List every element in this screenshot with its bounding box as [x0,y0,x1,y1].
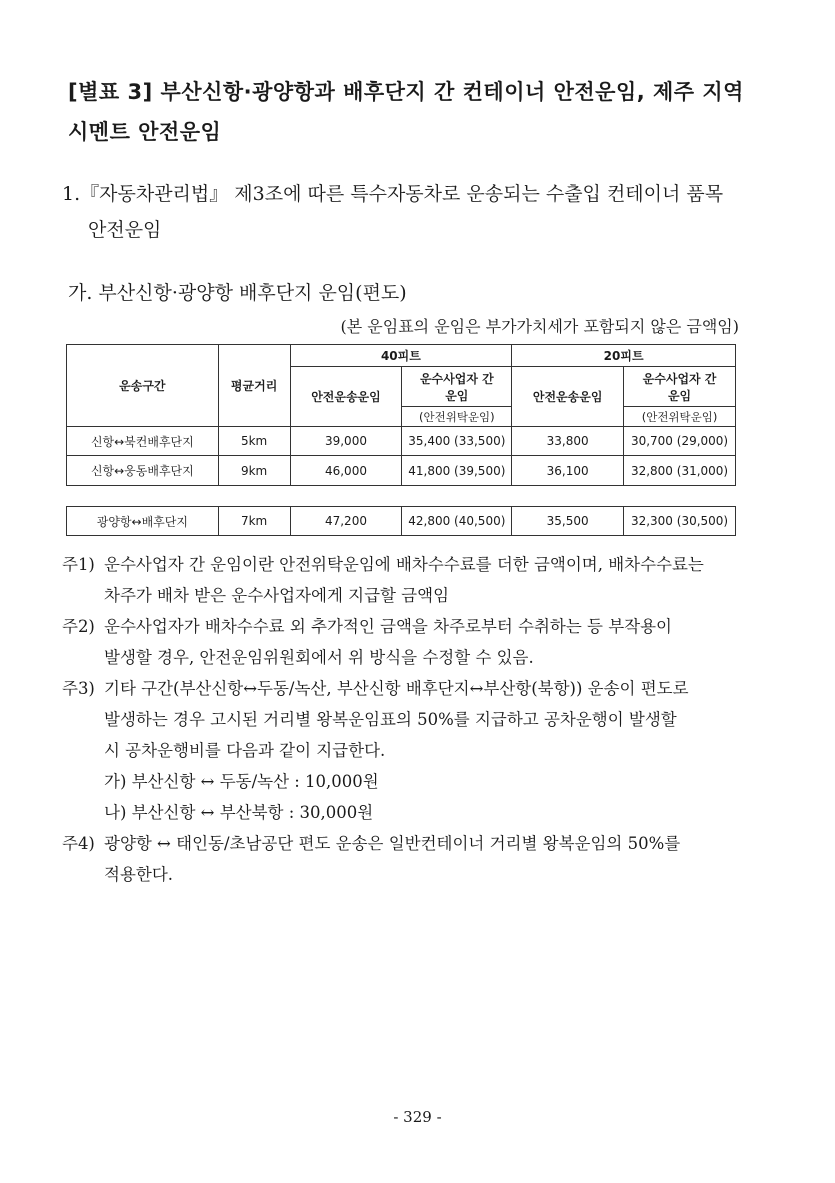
cell-20ft-safe: 36,100 [512,456,624,486]
cell-40ft-safe: 46,000 [290,456,402,486]
note-1 [62,549,752,611]
note-line: 광양항 ↔ 태인동/초남공단 편도 운송은 일반컨테이너 거리별 왕복운임의 50%를 [104,834,681,853]
table-row [67,456,736,486]
cell-40ft-safe: 39,000 [290,427,402,456]
cell-40ft-safe: 47,200 [290,507,402,536]
rate-table [66,344,736,486]
cell-20ft-inter: 30,700 (29,000) [624,427,736,456]
note-line: 운수사업자가 배차수수료 외 추가적인 금액을 차주로부터 수취하는 등 부작용이 [104,617,672,636]
note-3-sub-item: 가) 부산신항 ↔ 두동/녹산 : 10,000원 [104,772,379,791]
gwangyang-rate-table [66,506,736,536]
note-line: 운수사업자 간 운임이란 안전위탁운임에 배차수수료를 더한 금액이며, 배차수수료는 [104,555,704,574]
note-3-sub-item: 나) 부산신항 ↔ 부산북항 : 30,000원 [104,803,374,822]
cell-distance: 9km [218,456,290,486]
cell-20ft-inter: 32,800 (31,000) [624,456,736,486]
cell-40ft-inter: 35,400 (33,500) [402,427,512,456]
note-label: 주2) [62,617,95,636]
notes-section [62,549,752,890]
header-40ft-inter-rate [402,367,512,407]
cell-distance: 7km [218,507,290,536]
header-20ft: 20피트 [512,345,736,367]
cell-route: 광양항↔배후단지 [67,507,219,536]
cell-20ft-inter: 32,300 (30,500) [624,507,736,536]
header-distance: 평균거리 [218,345,290,427]
subsection-a-heading: 가. 부산신항·광양항 배후단지 운임(편도) [68,282,407,304]
header-route: 운송구간 [67,345,219,427]
header-20ft-inter-line1: 운수사업자 간 [642,371,717,386]
header-40ft-inter-line1: 운수사업자 간 [419,371,494,386]
note-label: 주1) [62,555,95,574]
note-line: 차주가 배차 받은 운수사업자에게 지급할 금액임 [104,586,450,605]
title-line-1: [별표 3] 부산신항·광양항과 배후단지 간 컨테이너 안전운임, 제주 지역 [68,80,744,104]
note-4 [62,828,752,890]
note-3 [62,673,752,828]
header-20ft-inter-sub: (안전위탁운임) [624,407,736,427]
header-40ft-inter-sub: (안전위탁운임) [402,407,512,427]
title-line-2: 시멘트 안전운임 [68,120,222,144]
section-1-line-2: 안전운임 [88,219,162,241]
note-line: 발생할 경우, 안전운임위원회에서 위 방식을 수정할 수 있음. [104,648,534,667]
note-label: 주4) [62,834,95,853]
note-label: 주3) [62,679,95,698]
cell-route: 신항↔웅동배후단지 [67,456,219,486]
header-20ft-inter-rate [624,367,736,407]
note-2 [62,611,752,673]
section-1-heading [62,176,762,248]
cell-route: 신항↔북컨배후단지 [67,427,219,456]
document-title [68,72,768,152]
header-40ft-inter-line2: 운임 [445,388,469,403]
section-1-line-1: 1.『자동차관리법』 제3조에 따른 특수자동차로 운송되는 수출입 컨테이너 품목 [62,183,724,205]
cell-40ft-inter: 42,800 (40,500) [402,507,512,536]
header-20ft-safe-rate: 안전운송운임 [512,367,624,427]
note-line: 기타 구간(부산신항↔두동/녹산, 부산신항 배후단지↔부산항(북항)) 운송이 편도로 [104,679,689,698]
table-row [67,427,736,456]
header-40ft-safe-rate: 안전운송운임 [290,367,402,427]
note-line: 적용한다. [104,865,174,884]
page-number: - 329 - [393,1108,442,1126]
cell-distance: 5km [218,427,290,456]
header-20ft-inter-line2: 운임 [667,388,692,403]
unit-note: (본 운임표의 운임은 부가가치세가 포함되지 않은 금액임) [340,317,739,336]
table-row [67,507,736,536]
cell-40ft-inter: 41,800 (39,500) [402,456,512,486]
cell-20ft-safe: 33,800 [512,427,624,456]
header-40ft: 40피트 [290,345,512,367]
cell-20ft-safe: 35,500 [512,507,624,536]
note-line: 시 공차운행비를 다음과 같이 지급한다. [104,741,386,760]
note-line: 발생하는 경우 고시된 거리별 왕복운임표의 50%를 지급하고 공차운행이 발생할 [104,710,677,729]
